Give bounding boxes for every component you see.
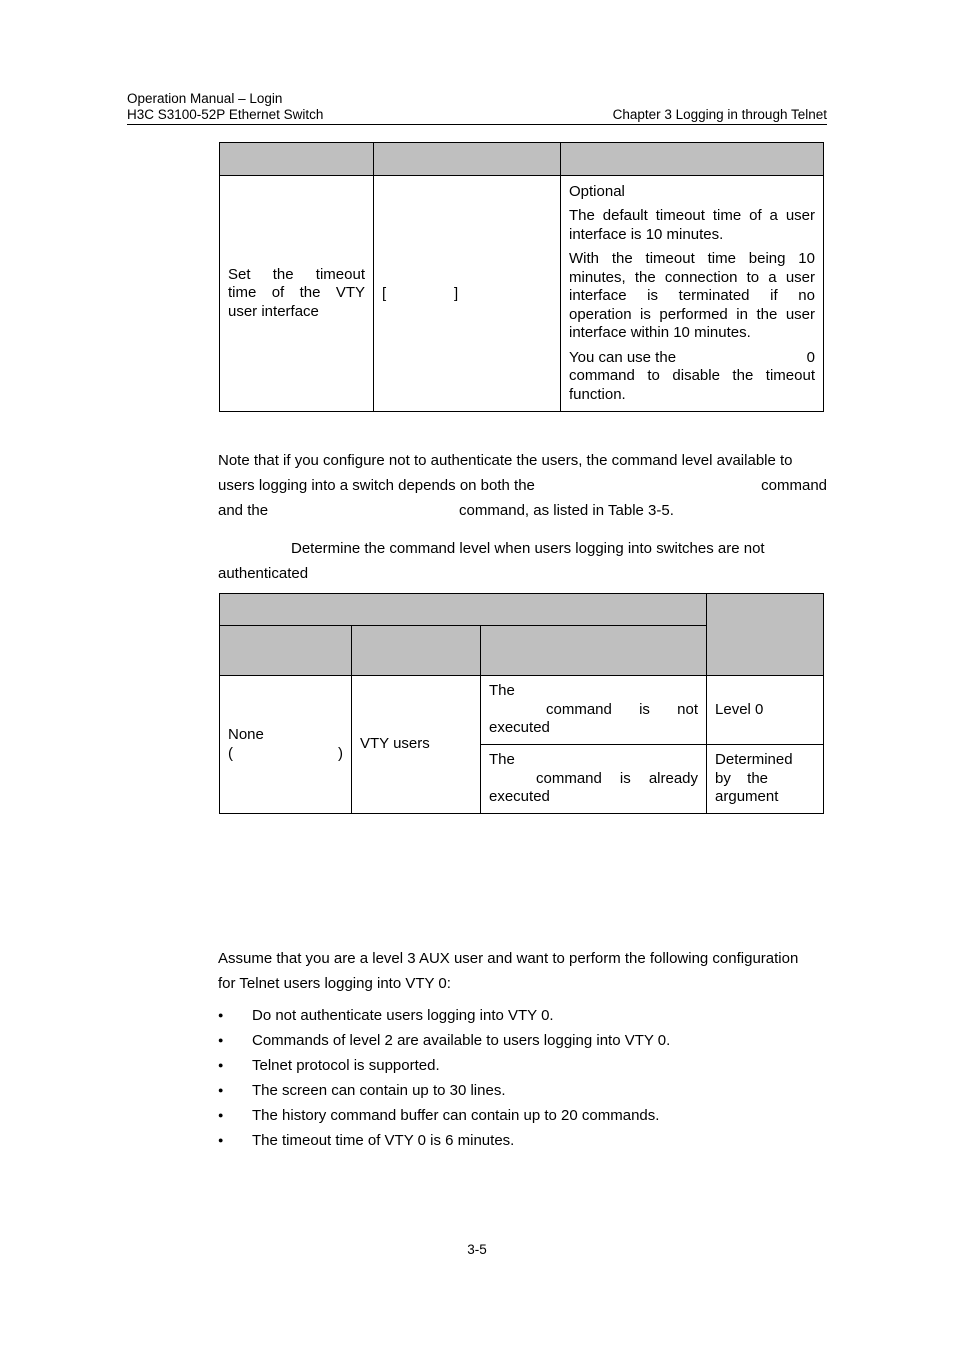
table-row [220,676,824,745]
command-level-table [219,593,824,814]
bracket-open: [ [382,284,387,302]
table-header-row [220,143,824,176]
operation-line: time of the VTY [228,284,365,302]
auth-mode-cell [220,676,352,814]
operation-line: user interface [228,302,319,320]
list-item-text: The timeout time of VTY 0 is 6 minutes. [252,1132,515,1149]
bullet-icon: ● [218,1135,224,1145]
remark-optional: Optional [569,182,625,200]
header-cell [352,626,481,676]
bullet-icon: ● [218,1010,224,1020]
header-cell [707,594,824,676]
note-paragraph [218,448,827,523]
bullet-icon: ● [218,1035,224,1045]
example-line: for Telnet users logging into VTY 0: [218,975,451,992]
header-cell [561,143,824,176]
bracket-close: ] [454,284,459,302]
doc-title: Operation Manual – Login [127,91,283,106]
condition-line: The [489,682,515,700]
note-line: Note that if you configure not to authenticate the users, the command level available to [218,452,793,469]
level-cell: Level 0 [707,676,824,745]
header-cell [481,626,707,676]
list-item-text: The screen can contain up to 30 lines. [252,1082,506,1099]
header-cell [220,143,374,176]
example-intro [218,946,827,996]
caption-line: Determine the command level when users logging into switches are not [291,540,765,557]
page-number: 3-5 [467,1242,487,1257]
remark-behaviour: With the timeout time being 10 minutes, the connection to a user interface is terminated if no operation is performed in the user interface within 10 minutes. [569,250,815,342]
remark-default: The default timeout time of a user interface is 10 minutes. [569,207,815,243]
user-type-cell: VTY users [352,676,481,814]
condition-line: command is already [536,769,699,787]
note-line: command, as listed in Table 3-5. [459,502,674,519]
operation-cell [220,176,374,412]
note-line: users logging into a switch depends on both the [218,477,535,494]
auth-paren-open: ( [228,744,233,762]
table-header-row [220,594,824,626]
level-line: by the [715,769,769,787]
note-line: command [761,477,827,494]
list-item-text: Do not authenticate users logging into VTY 0. [252,1007,554,1024]
list-item-text: Commands of level 2 are available to users logging into VTY 0. [252,1032,671,1049]
auth-paren-close: ) [338,744,343,762]
header-rule [127,124,827,125]
list-item-text: Telnet protocol is supported. [252,1057,440,1074]
table-row [220,176,824,412]
remark-hint-end: command to disable the timeout function. [569,367,815,403]
operation-line: Set the timeout [228,265,365,283]
condition-line: The [489,751,515,769]
level-line: Determined [715,751,793,769]
command-cell [374,176,561,412]
condition-line: executed [489,719,550,737]
chapter-title: Chapter 3 Logging in through Telnet [612,107,827,122]
auth-mode: None [228,726,264,743]
condition-cell [481,676,707,745]
timeout-config-table [219,142,824,412]
example-line: Assume that you are a level 3 AUX user and want to perform the following configuration [218,950,799,967]
table-caption [218,536,827,586]
level-line: argument [715,788,779,806]
list-item-text: The history command buffer can contain up to 20 commands. [252,1107,660,1124]
note-line: and the [218,502,269,519]
product-name: H3C S3100-52P Ethernet Switch [127,107,324,122]
remark-hint-start: You can use the [569,348,677,366]
remark-hint-value: 0 [806,348,815,366]
condition-line: command is not [546,700,699,718]
header-cell [220,626,352,676]
remarks-cell [561,176,824,412]
condition-line: executed [489,788,550,806]
header-cell [220,594,707,626]
level-cell [707,745,824,814]
bullet-icon: ● [218,1085,224,1095]
bullet-icon: ● [218,1110,224,1120]
header-cell [374,143,561,176]
caption-line: authenticated [218,565,309,582]
bullet-icon: ● [218,1060,224,1070]
condition-cell [481,745,707,814]
